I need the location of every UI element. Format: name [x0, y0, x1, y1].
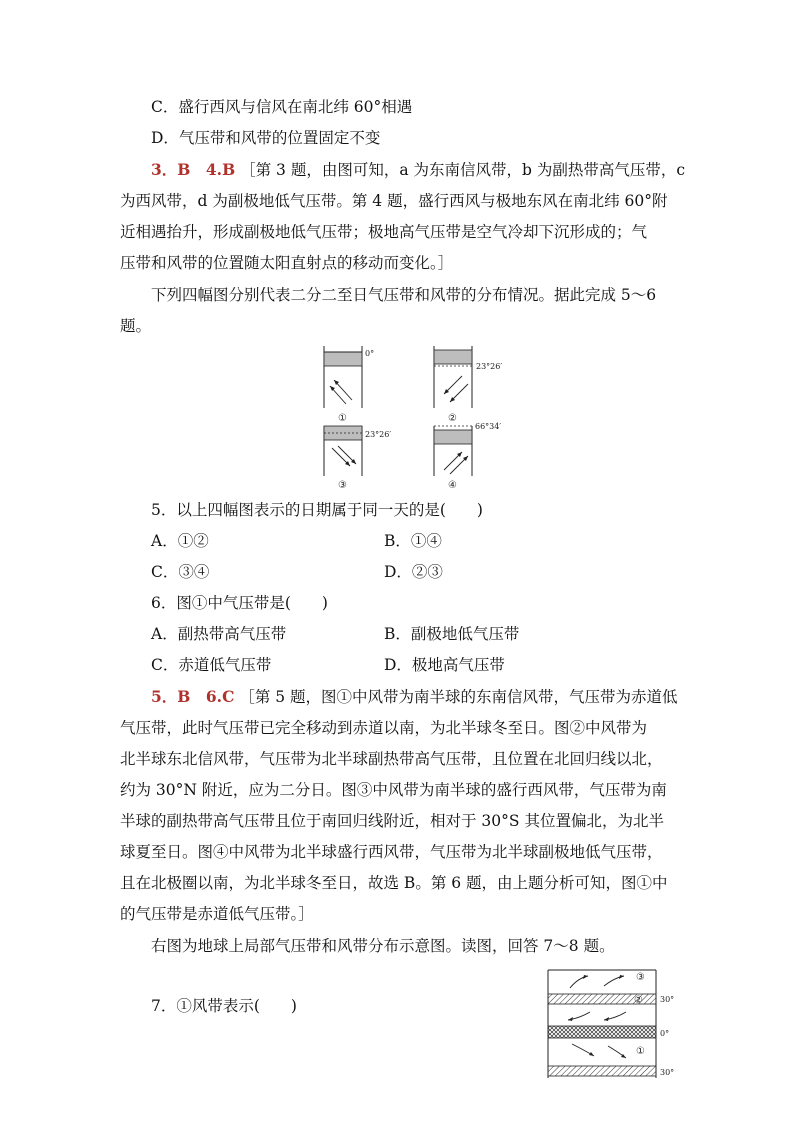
- q4-option-c: C．盛行西风与信风在南北纬 60°相遇: [151, 98, 413, 116]
- panel-1: [324, 346, 374, 424]
- q6-option-a: A．副热带高气压带: [151, 625, 287, 643]
- latitude-0: 0°: [660, 1029, 670, 1038]
- answer-5-6: [151, 687, 678, 707]
- answer-3-4: [151, 160, 685, 180]
- latitude-30-north: 30°: [660, 995, 675, 1004]
- intro-5-6: 下列四幅图分别代表二分二至日气压带和风带的分布情况。据此完成 5～6: [151, 286, 657, 304]
- answer-text: ［第 5 题，图①中风带为南半球的东南信风带，气压带为赤道低: [239, 688, 678, 706]
- answer-text: ［第 3 题，由图可知，a 为东南信风带，b 为副热带高气压带，c: [240, 161, 686, 179]
- q6-option-d: D．极地高气压带: [384, 656, 505, 674]
- latitude-30-south: 30°: [660, 1068, 675, 1077]
- q5-stem: 5．以上四幅图表示的日期属于同一天的是( ): [151, 501, 483, 519]
- q5-option-c: C．③④: [151, 563, 210, 581]
- belt-label-2: ②: [634, 995, 643, 1006]
- answer-line: 近相遇抬升，形成副极地低气压带；极地高气压带是空气冷却下沉形成的；气: [120, 223, 648, 241]
- answer-label: 3．B 4.B: [151, 160, 236, 179]
- panel-2-lat-label: 23°26′: [476, 362, 503, 371]
- answer-line: 且在北极圈以南，为北半球冬至日，故选 B。第 6 题，由上题分析可知，图①中: [120, 874, 668, 892]
- panel-3: [324, 426, 391, 490]
- pressure-belt-figure-5-6: [310, 342, 510, 490]
- intro-5-6-cont: 题。: [120, 317, 152, 335]
- answer-line: 气压带，此时气压带已完全移动到赤道以南，为北半球冬至日。图②中风带为: [120, 719, 648, 737]
- q5-option-b: B．①④: [384, 532, 442, 550]
- belt-label-1: ①: [636, 1046, 645, 1057]
- answer-line: 北半球东北信风带，气压带为北半球副热带高气压带，且位置在北回归线以北，: [120, 750, 663, 768]
- q4-option-d: D．气压带和风带的位置固定不变: [151, 129, 381, 147]
- q6-option-b: B．副极地低气压带: [384, 625, 520, 643]
- q5-option-d: D．②③: [384, 563, 443, 581]
- panel-3-lat-label: 23°26′: [365, 430, 392, 439]
- answer-label: 5．B 6.C: [151, 687, 235, 706]
- panel-3-number: ③: [338, 480, 347, 490]
- panel-1-number: ①: [338, 413, 347, 424]
- intro-7-8: 右图为地球上局部气压带和风带分布示意图。读图，回答 7～8 题。: [151, 937, 615, 955]
- answer-line: 的气压带是赤道低气压带。］: [120, 905, 314, 923]
- answer-line: 球夏至日。图④中风带为北半球盛行西风带，气压带为北半球副极地低气压带，: [120, 843, 663, 861]
- q7-stem: 7．①风带表示( ): [151, 997, 297, 1015]
- panel-2-number: ②: [448, 413, 457, 424]
- pressure-belt-figure-7-8: [544, 968, 684, 1080]
- panel-4-lat-label: 66°34′: [475, 422, 502, 431]
- panel-4: [434, 422, 501, 490]
- panel-4-number: ④: [448, 480, 457, 490]
- answer-line: 半球的副热带高气压带且位于南回归线附近，相对于 30°S 其位置偏北，为北半: [120, 812, 664, 830]
- answer-line: 约为 30°N 附近，应为二分日。图③中风带为南半球的盛行西风带，气压带为南: [120, 781, 667, 799]
- q6-option-c: C．赤道低气压带: [151, 656, 272, 674]
- q5-option-a: A．①②: [151, 532, 209, 550]
- answer-line: 为西风带，d 为副极地低气压带。第 4 题，盛行西风与极地东风在南北纬 60°附: [120, 192, 668, 210]
- answer-line: 压带和风带的位置随太阳直射点的移动而变化。］: [120, 254, 454, 272]
- belt-label-3: ③: [636, 972, 645, 983]
- panel-2: [434, 346, 502, 424]
- panel-1-lat-label: 0°: [365, 349, 375, 358]
- q6-stem: 6．图①中气压带是( ): [151, 594, 328, 612]
